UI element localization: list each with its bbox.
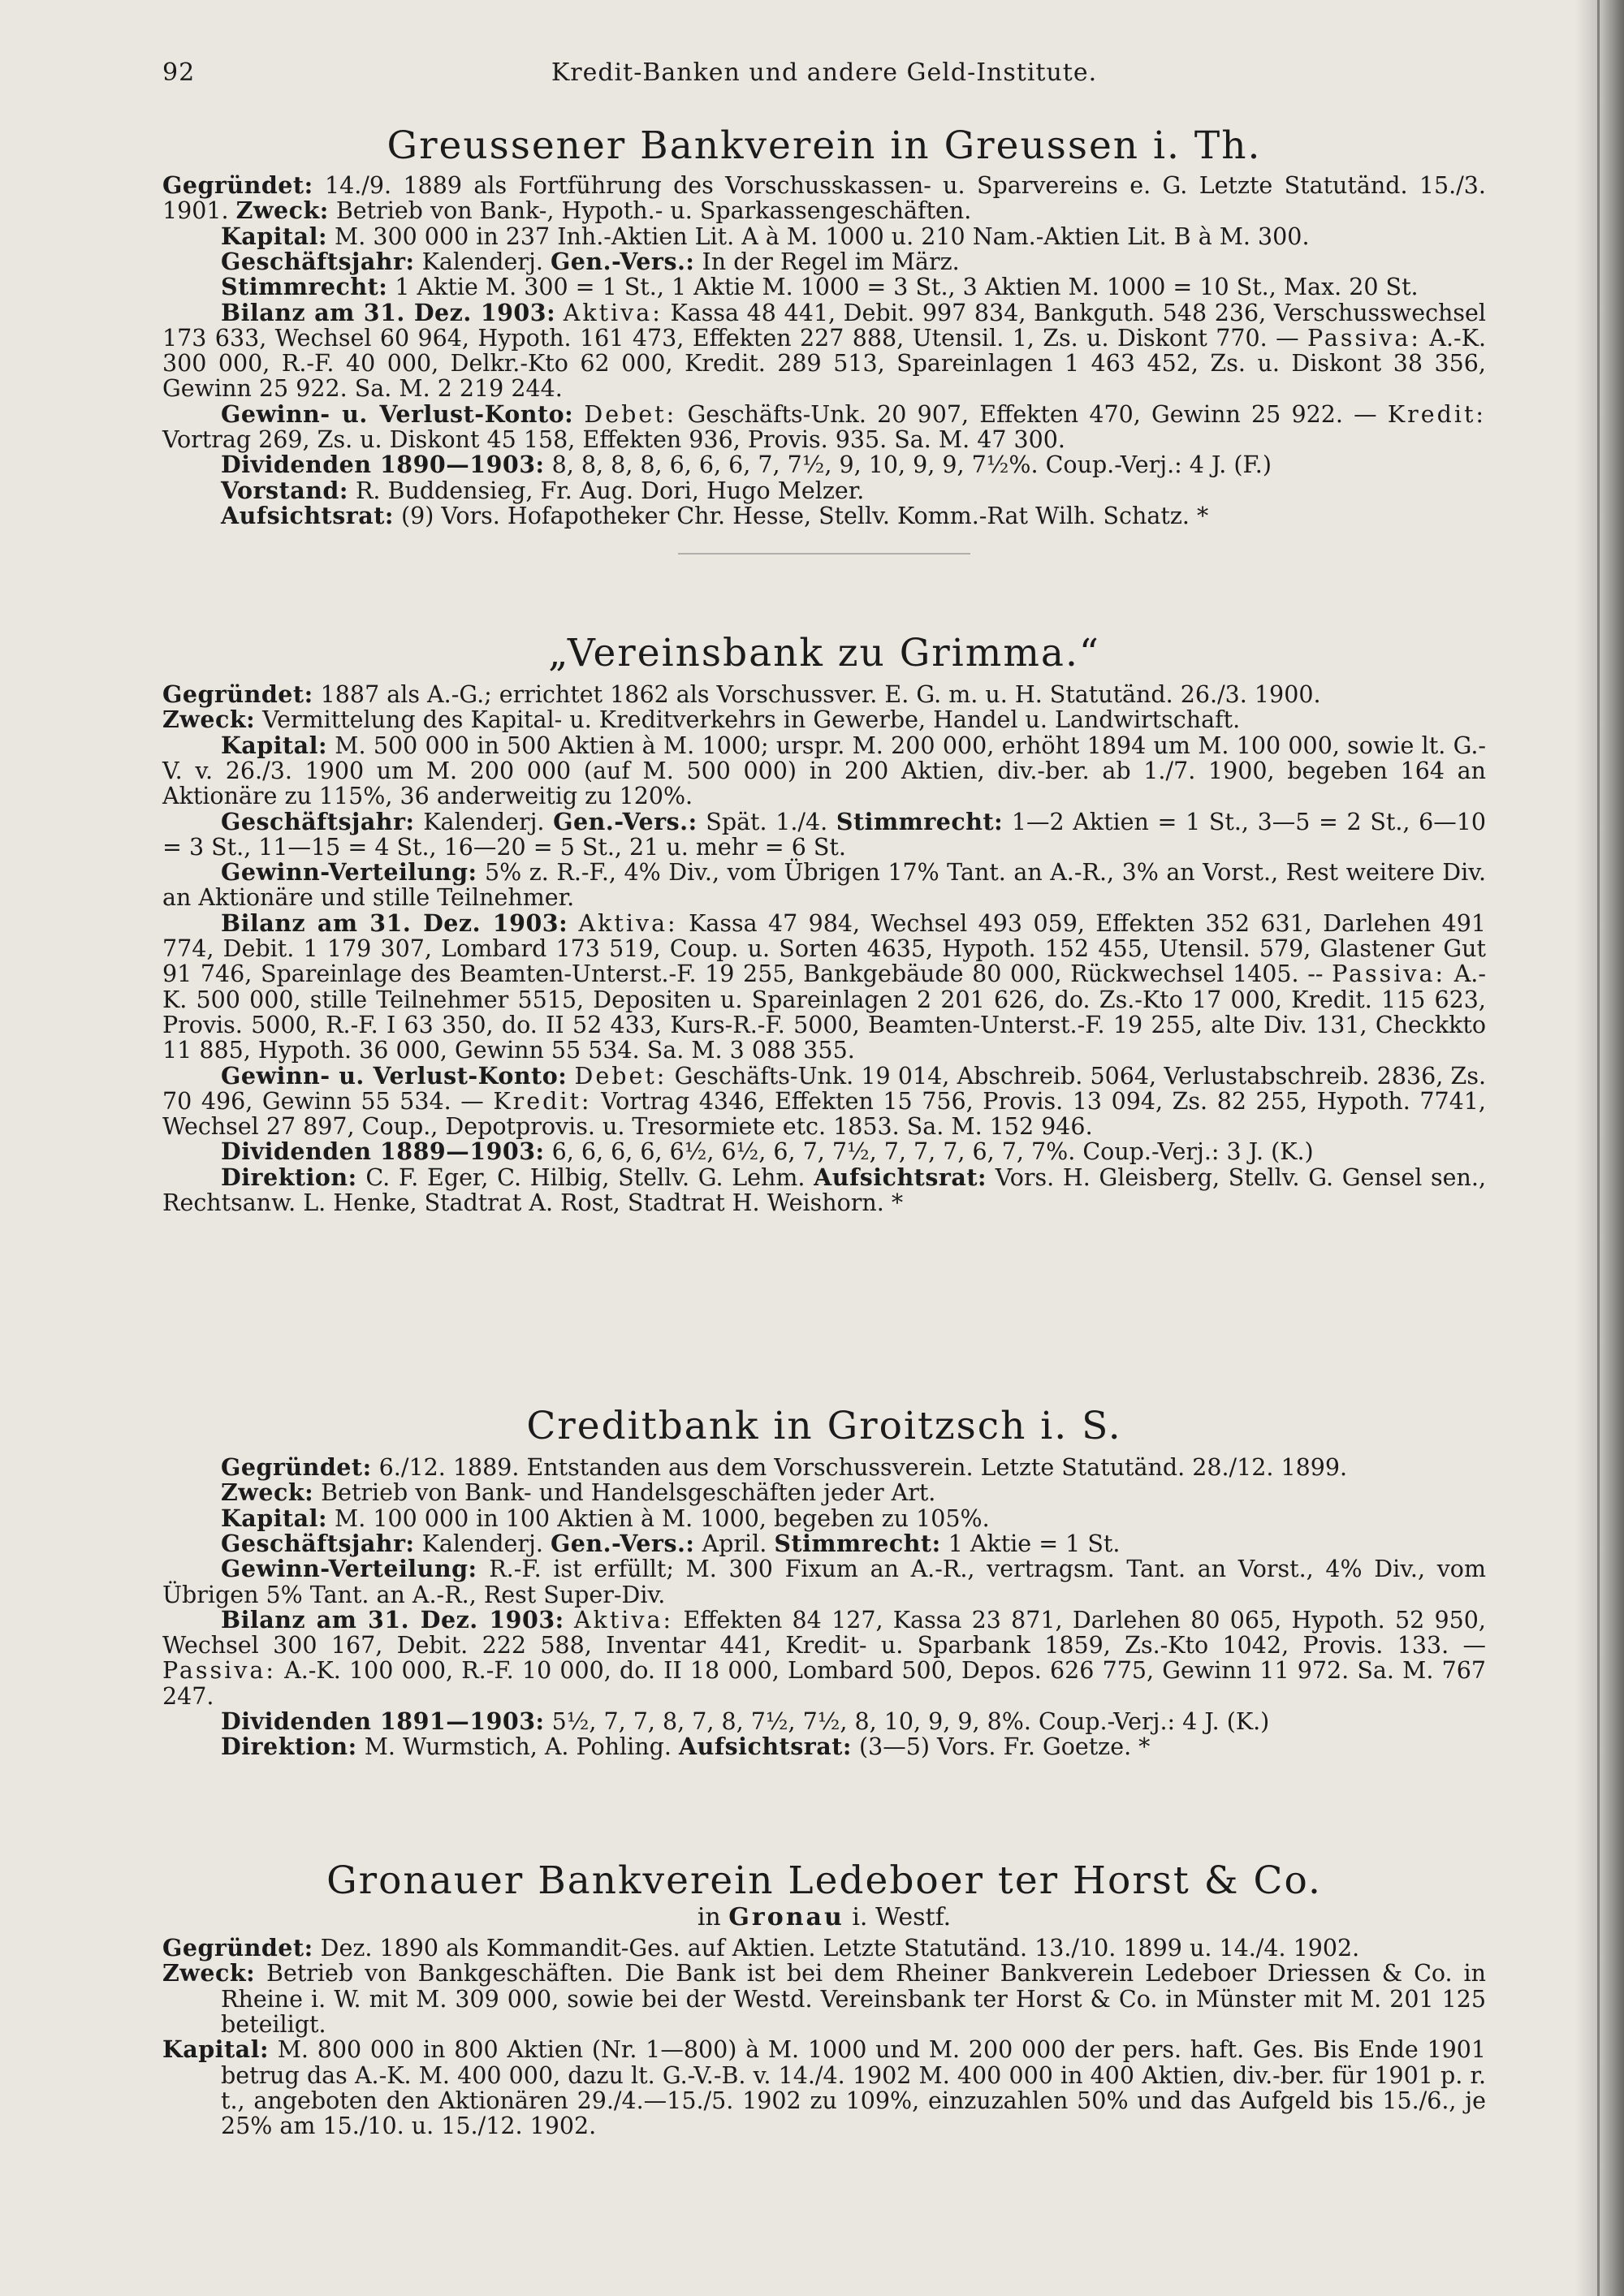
purpose-paragraph: Zweck: Vermittelung des Kapital- u. Kreditverkehrs in Gewerbe, Handel u. Landwirtschaft. <box>162 706 1241 734</box>
fiscal-year-paragraph: Geschäftsjahr: Kalenderj. Gen.-Vers.: April. Stimmrecht: 1 Aktie = 1 St. <box>221 1529 1121 1557</box>
profit-distribution-paragraph: Gewinn-Verteilung: R.-F. ist erfüllt; M. 300 Fixum an A.-R., vertragsm. Tant. an Vorst., 4% Div., vom Übrigen 5% Tant. an A.-R., Rest Super-Div. <box>162 1555 1486 1608</box>
management-paragraph: Direktion: C. F. Eger, C. Hilbig, Stellv. G. Lehm. Aufsichtsrat: Vors. H. Gleisberg, Stellv. G. Gensel sen., Rechtsanw. L. Henke, Stadtrat A. Rost, Stadtrat H. Weishorn. * <box>162 1163 1487 1216</box>
capital-paragraph: Kapital: M. 300 000 in 237 Inh.-Aktien Lit. A à M. 1000 u. 210 Nam.-Aktien Lit. B à M. 300. <box>221 222 1310 250</box>
entry-gronau <box>162 1859 1486 2138</box>
balance-paragraph: Bilanz am 31. Dez. 1903: Aktiva: Kassa 47 984, Wechsel 493 059, Effekten 352 631, Darlehen 491 774, Debit. 1 179 307, Lombard 173 519, Coup. u. Sorten 4635, Hypoth. 152 455, Utensil. 579, Glastener Gut 91 746, Spareinlage des Beamten-Unterst.-F. 19 255, Bankgebäude 80 000, Rückwechsel 1405. -- Passiva: A.-K. 500 000, stille Teilnehmer 5515, Depositen u. Spareinlagen 2 201 626, do. Zs.-Kto 17 000, Kredit. 115 623, Provis. 5000, R.-F. I 63 350, do. II 52 433, Kurs-R.-F. 5000, Beamten-Unterst.-F. 19 255, alte Div. 131, Checkkto 11 885, Hypoth. 36 000, Gewinn 55 534. Sa. M. 3 088 355. <box>162 908 1487 1064</box>
purpose-paragraph: Zweck: Betrieb von Bankgeschäften. Die Bank ist bei dem Rheiner Bankverein Ledeboer Driessen & Co. in Rheine i. W. mit M. 309 000, sowie bei der Westd. Vereinsbank ter Horst & Co. in Münster mit M. 201 125 beteiligt. <box>162 1959 1486 2038</box>
profit-distribution-paragraph: Gewinn-Verteilung: 5% z. R.-F., 4% Div., vom Übrigen 17% Tant. an A.-R., 3% an Vorst., Rest weitere Div. an Aktionäre und stille Teilnehmer. <box>162 858 1487 912</box>
founded-paragraph: Gegründet: 6./12. 1889. Entstanden aus dem Vorschussverein. Letzte Statutänd. 28./12. 1899. <box>221 1453 1348 1482</box>
page-edge-shadow <box>1575 0 1624 2296</box>
board-paragraph: Vorstand: R. Buddensieg, Fr. Aug. Dori, Hugo Melzer. <box>221 476 865 504</box>
dividends-paragraph: Dividenden 1890—1903: 8, 8, 8, 8, 6, 6, 6, 7, 7½, 9, 10, 9, 9, 7½%. Coup.-Verj.: 4 J. (F.) <box>221 451 1272 479</box>
page-header <box>162 58 1486 91</box>
running-title: Kredit-Banken und andere Geld-Institute. <box>551 58 1098 87</box>
voting-paragraph: Stimmrecht: 1 Aktie M. 300 = 1 St., 1 Aktie M. 1000 = 3 St., 3 Aktien M. 1000 = 10 St., Max. 20 St. <box>221 273 1419 301</box>
profit-loss-paragraph: Gewinn- u. Verlust-Konto: Debet: Geschäfts-Unk. 19 014, Abschreib. 5064, Verlustabschreib. 2836, Zs. 70 496, Gewinn 55 534. — Kredit: Vortrag 4346, Effekten 15 756, Provis. 13 094, Zs. 82 255, Hypoth. 7741, Wechsel 27 897, Coup., Depotprovis. u. Tresormiete etc. 1853. Sa. M. 152 946. <box>162 1061 1487 1141</box>
founded-paragraph: Gegründet: 14./9. 1889 als Fortführung des Vorschusskassen- u. Sparvereins e. G. Letzte Statutänd. 15./3. 1901. Zweck: Betrieb von Bank-, Hypoth.- u. Sparkassengeschäften. <box>162 171 1486 225</box>
section-divider <box>678 553 970 555</box>
capital-paragraph: Kapital: M. 500 000 in 500 Aktien à M. 1000; urspr. M. 200 000, erhöht 1894 um M. 100 000, sowie lt. G.-V. v. 26./3. 1900 um M. 200 000 (auf M. 500 000) in 200 Aktien, div.-ber. ab 1./7. 1900, begeben 164 an Aktionäre zu 115%, 36 anderweitig zu 120%. <box>162 731 1487 810</box>
balance-paragraph: Bilanz am 31. Dez. 1903: Aktiva: Effekten 84 127, Kassa 23 871, Darlehen 80 065, Hypoth. 52 950, Wechsel 300 167, Debit. 222 588, Inventar 441, Kredit- u. Sparbank 1859, Zs.-Kto 1042, Provis. 133. — Passiva: A.-K. 100 000, R.-F. 10 000, do. II 18 000, Lombard 500, Depos. 626 775, Gewinn 11 972. Sa. M. 767 247. <box>162 1605 1487 1710</box>
balance-paragraph: Bilanz am 31. Dez. 1903: Aktiva: Kassa 48 441, Debit. 997 834, Bankguth. 548 236, Verschusswechsel 173 633, Wechsel 60 964, Hypoth. 161 473, Effekten 227 888, Utensil. 1, Zs. u. Diskont 770. — Passiva: A.-K. 300 000, R.-F. 40 000, Delkr.-Kto 62 000, Kredit. 289 513, Spareinlagen 1 463 452, Zs. u. Diskont 38 356, Gewinn 25 922. Sa. M. 2 219 244. <box>162 298 1487 403</box>
management-paragraph: Direktion: M. Wurmstich, A. Pohling. Aufsichtsrat: (3—5) Vors. Fr. Goetze. * <box>221 1733 1151 1761</box>
supervisory-paragraph: Aufsichtsrat: (9) Vors. Hofapotheker Chr. Hesse, Stellv. Komm.-Rat Wilh. Schatz. * <box>221 501 1209 529</box>
founded-paragraph: Gegründet: 1887 als A.-G.; errichtet 1862 als Vorschussver. E. G. m. u. H. Statutänd. 26./3. 1900. <box>162 680 1321 709</box>
founded-paragraph: Gegründet: Dez. 1890 als Kommandit-Ges. auf Aktien. Letzte Statutänd. 13./10. 1899 u. 14./4. 1902. <box>162 1934 1360 1962</box>
fiscal-year-paragraph: Geschäftsjahr: Kalenderj. Gen.-Vers.: Spät. 1./4. Stimmrecht: 1—2 Aktien = 1 St., 3—5 = 2 St., 6—10 = 3 St., 11—15 = 4 St., 16—20 = 5 St., 21 u. mehr = 6 St. <box>162 807 1486 861</box>
dividends-paragraph: Dividenden 1891—1903: 5½, 7, 7, 8, 7, 8, 7½, 7½, 8, 10, 9, 9, 8%. Coup.-Verj.: 4 J. (K.) <box>221 1707 1270 1736</box>
entry-grimma <box>162 632 1486 1215</box>
entry-title: Greussener Bankverein in Greussen i. Th. <box>387 123 1262 168</box>
entry-title: Gronauer Bankverein Ledeboer ter Horst & Co. <box>326 1858 1322 1903</box>
purpose-paragraph: Zweck: Betrieb von Bank- und Handelsgeschäften jeder Art. <box>221 1478 936 1507</box>
entry-greussen <box>162 124 1486 572</box>
fiscal-year-paragraph: Geschäftsjahr: Kalenderj. Gen.-Vers.: In der Regel im März. <box>221 247 960 275</box>
capital-paragraph: Kapital: M. 100 000 in 100 Aktien à M. 1000, begeben zu 105%. <box>221 1504 990 1532</box>
page-number: 92 <box>162 58 196 87</box>
entry-groitzsch <box>162 1405 1486 1760</box>
capital-paragraph: Kapital: M. 800 000 in 800 Aktien (Nr. 1—800) à M. 1000 und M. 200 000 der pers. haft. Ges. Bis Ende 1901 betrug das A.-K. M. 400 000, dazu lt. G.-V.-B. v. 14./4. 1902 M. 400 000 in 400 Aktien, div.-ber. für 1901 p. r. t., angeboten den Aktionären 29./4.—15./5. 1902 zu 109%, einzuzahlen 50% und das Aufgeld bis 15./6., je 25% am 15./10. u. 15./12. 1902. <box>162 2035 1487 2140</box>
dividends-paragraph: Dividenden 1889—1903: 6, 6, 6, 6, 6½, 6½, 6, 7, 7½, 7, 7, 7, 6, 7, 7%. Coup.-Verj.: 3 J. (K.) <box>221 1137 1314 1166</box>
entry-subtitle: in Gronau i. Westf. <box>697 1903 952 1932</box>
profit-loss-paragraph: Gewinn- u. Verlust-Konto: Debet: Geschäfts-Unk. 20 907, Effekten 470, Gewinn 25 922. — Kredit: Vortrag 269, Zs. u. Diskont 45 158, Effekten 936, Provis. 935. Sa. M. 47 300. <box>162 399 1487 454</box>
entry-title: „Vereinsbank zu Grimma.“ <box>548 631 1100 675</box>
entry-title: Creditbank in Groitzsch i. S. <box>526 1404 1122 1448</box>
